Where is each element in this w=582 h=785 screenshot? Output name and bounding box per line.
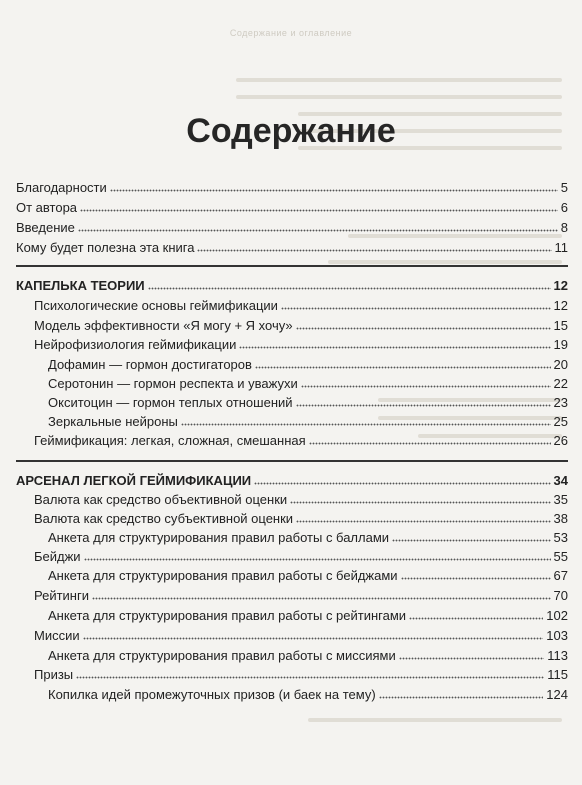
toc-entry: [34, 335, 568, 355]
dot-leader: [296, 319, 551, 330]
dot-leader: [379, 688, 544, 699]
toc-page-number: 102: [546, 608, 568, 623]
dot-leader: [254, 474, 550, 485]
toc-entry-title: Миссии: [34, 628, 80, 643]
toc-page-number: 12: [553, 298, 568, 313]
toc-entry-title: Модель эффективности «Я могу + Я хочу»: [34, 318, 293, 333]
toc-entry-title: Копилка идей промежуточных призов (и баек на тему): [48, 687, 376, 702]
toc-page-number: 70: [553, 588, 568, 603]
toc-subentry: [48, 606, 568, 626]
toc-entry: [34, 296, 568, 316]
toc-section-heading: [16, 471, 568, 491]
toc-subentry: [48, 646, 568, 666]
dot-leader: [197, 241, 551, 252]
toc-section-heading: [16, 276, 568, 296]
toc-page-number: 25: [553, 414, 568, 429]
dot-leader: [409, 609, 543, 620]
toc-entry: [34, 665, 568, 685]
toc-page-number: 19: [553, 337, 568, 352]
toc-entry-title: От автора: [16, 200, 78, 215]
dot-leader: [83, 629, 544, 640]
toc-page-number: 35: [553, 492, 568, 507]
toc-entry-title: Анкета для структурирования правил работы с миссиями: [48, 648, 396, 663]
toc-page-number: 15: [553, 318, 568, 333]
toc-entry: [16, 198, 568, 218]
dot-leader: [239, 338, 550, 349]
toc-page-number: 23: [553, 395, 568, 410]
toc-entry-title: Психологические основы геймификации: [34, 298, 278, 313]
dot-leader: [110, 181, 558, 192]
toc-page-number: 34: [553, 473, 568, 488]
dot-leader: [80, 201, 558, 212]
dot-leader: [392, 531, 551, 542]
toc-subentry: [48, 566, 568, 586]
dot-leader: [78, 221, 558, 232]
dot-leader: [92, 589, 551, 600]
page-title: Содержание: [186, 112, 396, 150]
toc-page-number: 38: [553, 511, 568, 526]
section-divider: [16, 265, 568, 267]
toc-subentry: [48, 412, 568, 432]
toc-page-number: 103: [546, 628, 568, 643]
section-divider: [16, 460, 568, 462]
toc-page-number: 67: [553, 568, 568, 583]
toc-entry-title: Окситоцин — гормон теплых отношений: [48, 395, 293, 410]
toc-entry: [16, 178, 568, 198]
toc-subentry: [48, 393, 568, 413]
toc-entry-title: Анкета для структурирования правил работы с бейджами: [48, 568, 398, 583]
dot-leader: [290, 493, 550, 504]
toc-page-number: 124: [546, 687, 568, 702]
dot-leader: [401, 569, 551, 580]
dot-leader: [309, 434, 551, 445]
toc-entry-title: Призы: [34, 667, 74, 682]
toc-page-number: 55: [553, 549, 568, 564]
toc-entry-title: Геймификация: легкая, сложная, смешанная: [34, 433, 306, 448]
toc-page-number: 12: [553, 278, 568, 293]
toc-entry: [34, 316, 568, 336]
toc-entry-title: Нейрофизиология геймификации: [34, 337, 237, 352]
toc-subentry: [48, 528, 568, 548]
toc-entry: [34, 509, 568, 529]
toc-entry-title: Валюта как средство субъективной оценки: [34, 511, 294, 526]
toc-entry-title: Кому будет полезна эта книга: [16, 240, 195, 255]
toc-section-title: КАПЕЛЬКА ТЕОРИИ: [16, 278, 145, 293]
toc-entry-title: Благодарности: [16, 180, 107, 195]
dot-leader: [255, 358, 551, 369]
dot-leader: [399, 649, 545, 660]
toc-page-number: 53: [553, 530, 568, 545]
toc-page-number: 5: [560, 180, 568, 195]
bleed-through-header: Содержание и оглавление: [229, 28, 353, 38]
dot-leader: [281, 299, 551, 310]
toc-page-number: 113: [547, 648, 568, 663]
toc-subentry: [48, 685, 568, 705]
toc-entry: [34, 490, 568, 510]
dot-leader: [181, 415, 551, 426]
toc-page-number: 6: [560, 200, 568, 215]
toc-entry: [34, 547, 568, 567]
toc-entry-title: Введение: [16, 220, 75, 235]
toc-subentry: [48, 355, 568, 375]
toc-page-number: 115: [547, 667, 568, 682]
toc-page-number: 20: [553, 357, 568, 372]
toc-page-number: 8: [560, 220, 568, 235]
toc-page-number: 22: [553, 376, 568, 391]
dot-leader: [301, 377, 551, 388]
toc-entry-title: Дофамин — гормон достигаторов: [48, 357, 252, 372]
toc-entry: [16, 218, 568, 238]
toc-entry-title: Серотонин — гормон респекта и уважухи: [48, 376, 298, 391]
toc-entry: [16, 238, 568, 258]
toc-page-number: 11: [554, 240, 568, 255]
toc-entry-title: Бейджи: [34, 549, 81, 564]
dot-leader: [296, 396, 551, 407]
toc-page-number: 26: [553, 433, 568, 448]
dot-leader: [148, 279, 551, 290]
toc-entry: [34, 431, 568, 451]
toc-entry: [34, 626, 568, 646]
toc-entry-title: Анкета для структурирования правил работы с баллами: [48, 530, 390, 545]
toc-entry-title: Рейтинги: [34, 588, 89, 603]
toc-entry-title: Анкета для структурирования правил работы с рейтингами: [48, 608, 407, 623]
toc-entry-title: Валюта как средство объективной оценки: [34, 492, 288, 507]
toc-entry-title: Зеркальные нейроны: [48, 414, 178, 429]
dot-leader: [296, 512, 550, 523]
toc-section-title: АРСЕНАЛ ЛЕГКОЙ ГЕЙМИФИКАЦИИ: [16, 473, 252, 488]
toc-subentry: [48, 374, 568, 394]
dot-leader: [76, 668, 544, 679]
dot-leader: [84, 550, 551, 561]
toc-entry: [34, 586, 568, 606]
